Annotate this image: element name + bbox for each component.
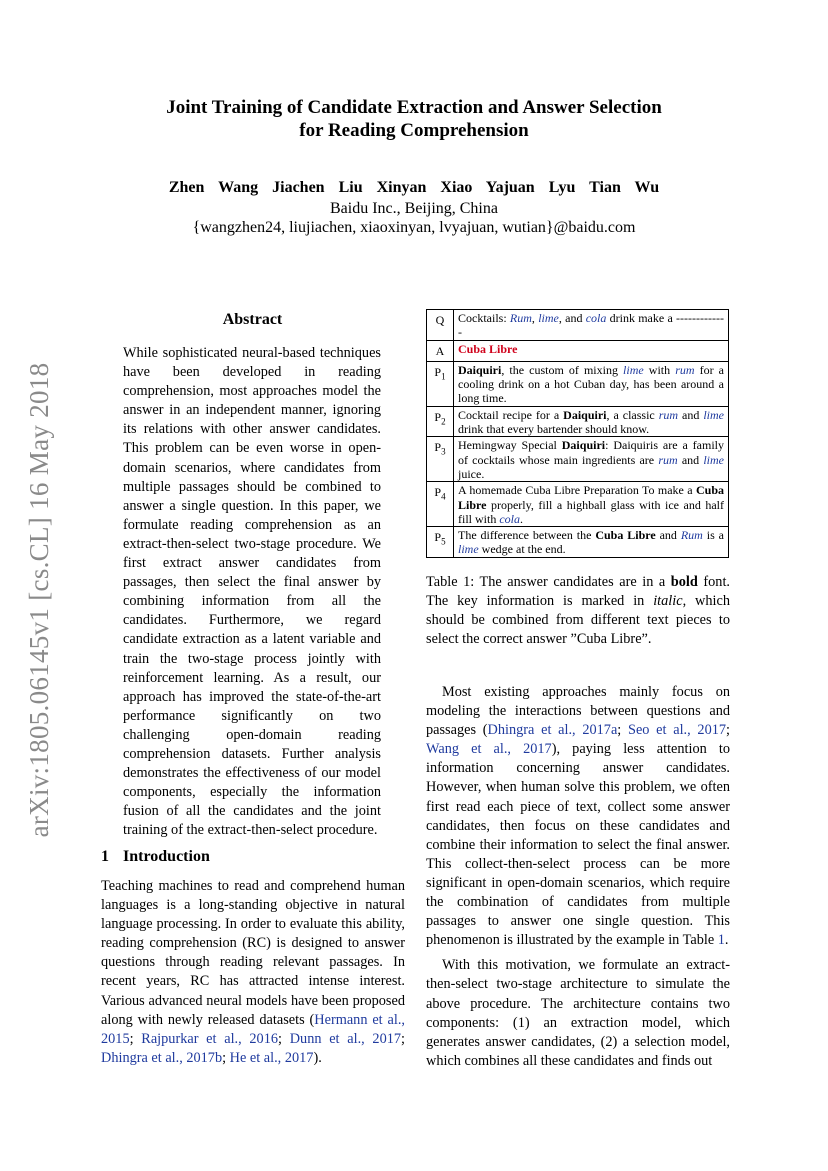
table-row [427,340,729,361]
citation-link[interactable]: Seo et al., 2017 [628,722,727,739]
citation-link[interactable]: Dhingra et al., 2017b [101,1049,223,1066]
table-row [427,437,729,482]
title-line-1: Joint Training of Candidate Extraction and Answer Selection [166,97,662,118]
table-row [427,406,729,437]
citation-link[interactable]: Dunn et al., 2017 [289,1030,402,1047]
title-line-2: for Reading Comprehension [299,120,529,141]
author-emails: {wangzhen24, liujiachen, xiaoxinyan, lvyajuan, wutian}@baidu.com [192,219,636,236]
citation-link[interactable]: He et al., 2017 [229,1049,314,1066]
abstract-text: While sophisticated neural-based techniques have been developed in reading comprehension, most approaches model the answer in an independent manner, ignoring its relations with other answer candidates. This problem can be even worse in open-domain scenarios, where candidates from multiple passages should be combined to answer a single question. In this paper, we formulate reading comprehension as an extract-then-select two-stage procedure. We first extract answer candidates from passages, then select the final answer by combining information from all the candidates. Furthermore, we regard candidate extraction as a latent variable and train the two-stage process jointly with reinforcement learning. As a result, our approach has improved the state-of-the-art performance significantly on two challenging open-domain reading comprehension datasets. Further analysis demonstrates the effectiveness of our model components, especially the information fusion of all the candidates and the joint training of the extract-then-select procedure. [123,345,381,839]
author: Jiachen Liu [272,179,363,196]
intro-text: ). [313,1049,322,1066]
passage-cell: Daiquiri, the custom of mixing lime with rum for a cooling drink on a hot Cuban day, has been around a long time. [454,361,729,406]
row-label: $P_2$ [427,406,454,437]
body-paragraph: With this motivation, we formulate an extract-then-select two-stage architecture to simulate the above procedure. The architecture contains two components: (1) an extraction model, which generates answer candidates, (2) a selection model, which combines all these candidates and finds out [426,957,730,1069]
table-row [427,482,729,527]
affiliation: Baidu Inc., Beijing, China [330,200,498,217]
table-row [427,527,729,558]
passage-cell: Hemingway Special Daiquiri: Daiquiris are a family of cocktails whose main ingredients are rum and lime juice. [454,437,729,482]
section-heading-introduction [101,848,210,866]
row-label: $P_4$ [427,482,454,527]
author: Tian Wu [589,179,660,196]
passage-cell: A homemade Cuba Libre Preparation To make a Cuba Libre properly, fill a highball glass with ice and half fill with cola. [454,482,729,527]
row-label: $P_5$ [427,527,454,558]
row-label: A [427,340,454,361]
introduction-paragraph: Teaching machines to read and comprehend human languages is a long-standing objective in natural language processing. In order to evaluate this ability, reading comprehension (RC) is designed to answer questions through reading relevant passages. In recent years, RC has attracted intense interest. Various advanced neural models have been proposed along with newly released datasets (Hermann et al., 2015; Rajpurkar et al., 2016; Dunn et al., 2017; Dhingra et al., 2017b; He et al., 2017). [101,878,406,1066]
author: Yajuan Lyu [485,179,576,196]
paper-title [0,96,828,142]
question-cell: Cocktails: Rum, lime, and cola drink make a ------------- [454,310,729,341]
section-number: 1 [101,848,109,865]
author: Xinyan Xiao [376,179,473,196]
citation-link[interactable]: Wang et al., 2017 [426,741,552,758]
arxiv-stamp: arXiv:1805.06145v1 [cs.CL] 16 May 2018 [24,362,54,838]
body-paragraph: Most existing approaches mainly focus on modeling the interactions between questions and passages (Dhingra et al., 2017a; Seo et al., 2017; Wang et al., 2017), paying less attention to information concerning answer candidates. However, when human solve this problem, we often first read each piece of text, collect some answer candidates, then focus on these candidates and combine their information to select the final answer. This collect-then-select process can be more significant in open-domain scenarios, which require the combination of candidates from multiple passages to answer one single question. This phenomenon is illustrated by the example in Table 1. [426,684,731,949]
passage-cell: The difference between the Cuba Libre and Rum is a lime wedge at the end. [454,527,729,558]
intro-text: Teaching machines to read and comprehend human languages is a long-standing objective in natural language processing. In order to evaluate this ability, reading comprehension (RC) is designed to answer questions through reading relevant passages. In recent years, RC has attracted intense interest. Various advanced neural models have been proposed along with newly released datasets ( [101,878,405,1028]
row-label: $P_3$ [427,437,454,482]
citation-link[interactable]: Hermann et al., 2015 [101,1011,405,1047]
row-label: Q [427,310,454,341]
table-reference-link[interactable]: 1 [717,932,725,949]
answer-cell: Cuba Libre [454,340,729,361]
table-row [427,361,729,406]
citation-link[interactable]: Rajpurkar et al., 2016 [141,1030,279,1047]
author-list [0,179,828,197]
passage-cell: Cocktail recipe for a Daiquiri, a classic rum and lime drink that every bartender should know. [454,406,729,437]
row-label: $P_1$ [427,361,454,406]
author: Zhen Wang [168,179,259,196]
table-caption: Table 1: The answer candidates are in a bold font. The key information is marked in italic, which should be combined from different text pieces to select the correct answer ”Cuba Libre”. [426,574,730,648]
citation-link[interactable]: Dhingra et al., 2017a [487,722,618,739]
body-text-right-column [426,683,730,1071]
table-row [427,310,729,341]
section-title: Introduction [123,848,210,865]
abstract-heading: Abstract [222,311,283,328]
example-table [426,309,729,558]
